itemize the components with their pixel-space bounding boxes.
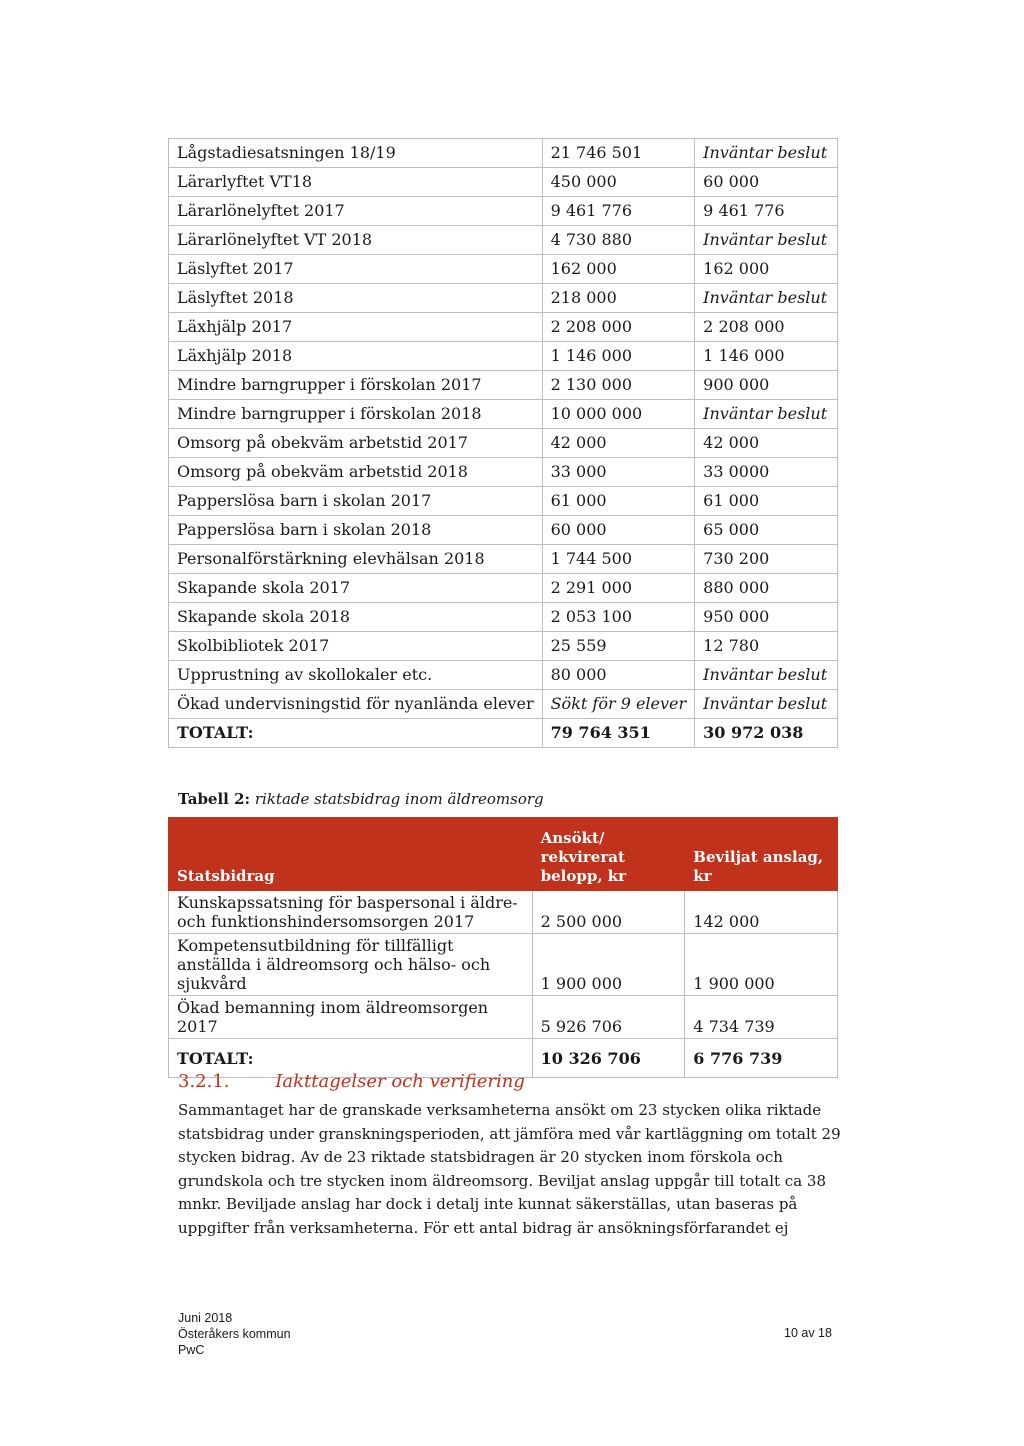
granted-amount: Inväntar beslut <box>695 690 838 719</box>
page-number: 10 av 18 <box>784 1326 832 1340</box>
granted-amount: 1 900 000 <box>685 934 838 996</box>
grant-name: Ökad undervisningstid för nyanlända elever <box>169 690 543 719</box>
caption-label: Tabell 2: <box>178 790 251 808</box>
applied-amount: 218 000 <box>542 284 695 313</box>
table-row <box>169 226 838 255</box>
grants-table-education <box>168 138 838 748</box>
table-row <box>169 603 838 632</box>
footer-date: Juni 2018 <box>178 1311 233 1325</box>
applied-amount: 1 146 000 <box>542 342 695 371</box>
footer-org: Österåkers kommun <box>178 1327 291 1341</box>
applied-amount: 1 744 500 <box>542 545 695 574</box>
grant-name: Läxhjälp 2017 <box>169 313 543 342</box>
table-row <box>169 168 838 197</box>
grant-name: Skapande skola 2018 <box>169 603 543 632</box>
page-footer <box>178 1310 291 1358</box>
grant-name: Papperslösa barn i skolan 2017 <box>169 487 543 516</box>
table-row <box>169 255 838 284</box>
granted-amount: 1 146 000 <box>695 342 838 371</box>
grant-name: Skolbibliotek 2017 <box>169 632 543 661</box>
applied-amount: 10 000 000 <box>542 400 695 429</box>
total-row <box>169 719 838 748</box>
granted-amount: Inväntar beslut <box>695 139 838 168</box>
grant-name: Lärarlyftet VT18 <box>169 168 543 197</box>
table-row <box>169 429 838 458</box>
grant-name: Personalförstärkning elevhälsan 2018 <box>169 545 543 574</box>
granted-amount: 880 000 <box>695 574 838 603</box>
granted-amount: 730 200 <box>695 545 838 574</box>
table-header-row <box>169 818 838 891</box>
table-row <box>169 284 838 313</box>
table-row <box>169 934 838 996</box>
table-2-caption <box>178 790 544 808</box>
applied-amount: 1 900 000 <box>532 934 685 996</box>
total-applied: 10 326 706 <box>532 1039 685 1078</box>
applied-amount: 80 000 <box>542 661 695 690</box>
table-row <box>169 574 838 603</box>
granted-amount: Inväntar beslut <box>695 400 838 429</box>
granted-amount: 162 000 <box>695 255 838 284</box>
total-granted: 6 776 739 <box>685 1039 838 1078</box>
table-row <box>169 516 838 545</box>
section-number: 3.2.1. <box>178 1071 230 1092</box>
granted-amount: Inväntar beslut <box>695 284 838 313</box>
table-row <box>169 371 838 400</box>
table-row <box>169 661 838 690</box>
granted-amount: 142 000 <box>685 891 838 934</box>
grant-name: Läxhjälp 2018 <box>169 342 543 371</box>
applied-amount: 60 000 <box>542 516 695 545</box>
applied-amount: 2 208 000 <box>542 313 695 342</box>
applied-amount: 21 746 501 <box>542 139 695 168</box>
grant-name: Omsorg på obekväm arbetstid 2018 <box>169 458 543 487</box>
header-statsbidrag: Statsbidrag <box>169 818 533 891</box>
table-row <box>169 400 838 429</box>
table-row <box>169 891 838 934</box>
granted-amount: 42 000 <box>695 429 838 458</box>
body-paragraph: Sammantaget har de granskade verksamheterna ansökt om 23 stycken olika riktade statsbidrag under granskningsperioden, att jämföra med vår kartläggning om totalt 29 stycken bidrag. Av de 23 riktade statsbidragen är 20 stycken inom förskola och grundskola och tre stycken inom äldreomsorg. Beviljat anslag uppgår till totalt ca 38 mnkr. Beviljade anslag har dock i detalj inte kunnat säkerställas, utan baseras på uppgifter från verksamheterna. För ett antal bidrag är ansökningsförfarandet ej <box>178 1101 841 1237</box>
granted-amount: 12 780 <box>695 632 838 661</box>
table-row <box>169 313 838 342</box>
table-row <box>169 487 838 516</box>
grant-name: Lågstadiesatsningen 18/19 <box>169 139 543 168</box>
grant-name: Omsorg på obekväm arbetstid 2017 <box>169 429 543 458</box>
section-heading <box>178 1071 525 1092</box>
granted-amount: Inväntar beslut <box>695 661 838 690</box>
table-row <box>169 690 838 719</box>
granted-amount: 65 000 <box>695 516 838 545</box>
applied-amount: 2 130 000 <box>542 371 695 400</box>
table-row <box>169 632 838 661</box>
table-row <box>169 197 838 226</box>
applied-amount: 61 000 <box>542 487 695 516</box>
granted-amount: 950 000 <box>695 603 838 632</box>
grant-name: Mindre barngrupper i förskolan 2018 <box>169 400 543 429</box>
table-row <box>169 458 838 487</box>
granted-amount: 4 734 739 <box>685 996 838 1039</box>
grant-name: Mindre barngrupper i förskolan 2017 <box>169 371 543 400</box>
grant-name: Kompetensutbildning för tillfälligt anställda i äldreomsorg och hälso- och sjukvård <box>169 934 533 996</box>
applied-amount: 2 053 100 <box>542 603 695 632</box>
footer-company: PwC <box>178 1343 205 1357</box>
granted-amount: 60 000 <box>695 168 838 197</box>
header-ansokt: Ansökt/ rekvirerat belopp, kr <box>532 818 685 891</box>
grant-name: Papperslösa barn i skolan 2018 <box>169 516 543 545</box>
applied-amount: Sökt för 9 elever <box>542 690 695 719</box>
applied-amount: 450 000 <box>542 168 695 197</box>
grant-name: Läslyftet 2017 <box>169 255 543 284</box>
header-beviljat: Beviljat anslag, kr <box>685 818 838 891</box>
table-row <box>169 545 838 574</box>
caption-text: riktade statsbidrag inom äldreomsorg <box>254 790 544 808</box>
grant-name: Lärarlönelyftet 2017 <box>169 197 543 226</box>
granted-amount: 33 0000 <box>695 458 838 487</box>
total-label: TOTALT: <box>169 719 543 748</box>
grant-name: Lärarlönelyftet VT 2018 <box>169 226 543 255</box>
applied-amount: 4 730 880 <box>542 226 695 255</box>
section-title: Iakttagelser och verifiering <box>275 1071 525 1092</box>
grant-name: Skapande skola 2017 <box>169 574 543 603</box>
table-row <box>169 996 838 1039</box>
total-granted: 30 972 038 <box>695 719 838 748</box>
applied-amount: 162 000 <box>542 255 695 284</box>
grant-name: Läslyftet 2018 <box>169 284 543 313</box>
applied-amount: 2 291 000 <box>542 574 695 603</box>
granted-amount: 9 461 776 <box>695 197 838 226</box>
total-label: TOTALT: <box>169 1039 533 1078</box>
applied-amount: 5 926 706 <box>532 996 685 1039</box>
applied-amount: 42 000 <box>542 429 695 458</box>
granted-amount: 61 000 <box>695 487 838 516</box>
grants-table-elderly-care <box>168 817 838 1078</box>
applied-amount: 2 500 000 <box>532 891 685 934</box>
table-row <box>169 139 838 168</box>
granted-amount: 900 000 <box>695 371 838 400</box>
granted-amount: 2 208 000 <box>695 313 838 342</box>
applied-amount: 25 559 <box>542 632 695 661</box>
grant-name: Ökad bemanning inom äldreomsorgen 2017 <box>169 996 533 1039</box>
applied-amount: 33 000 <box>542 458 695 487</box>
total-applied: 79 764 351 <box>542 719 695 748</box>
granted-amount: Inväntar beslut <box>695 226 838 255</box>
table-row <box>169 342 838 371</box>
applied-amount: 9 461 776 <box>542 197 695 226</box>
grant-name: Upprustning av skollokaler etc. <box>169 661 543 690</box>
grant-name: Kunskapssatsning för baspersonal i äldre- och funktionshindersomsorgen 2017 <box>169 891 533 934</box>
